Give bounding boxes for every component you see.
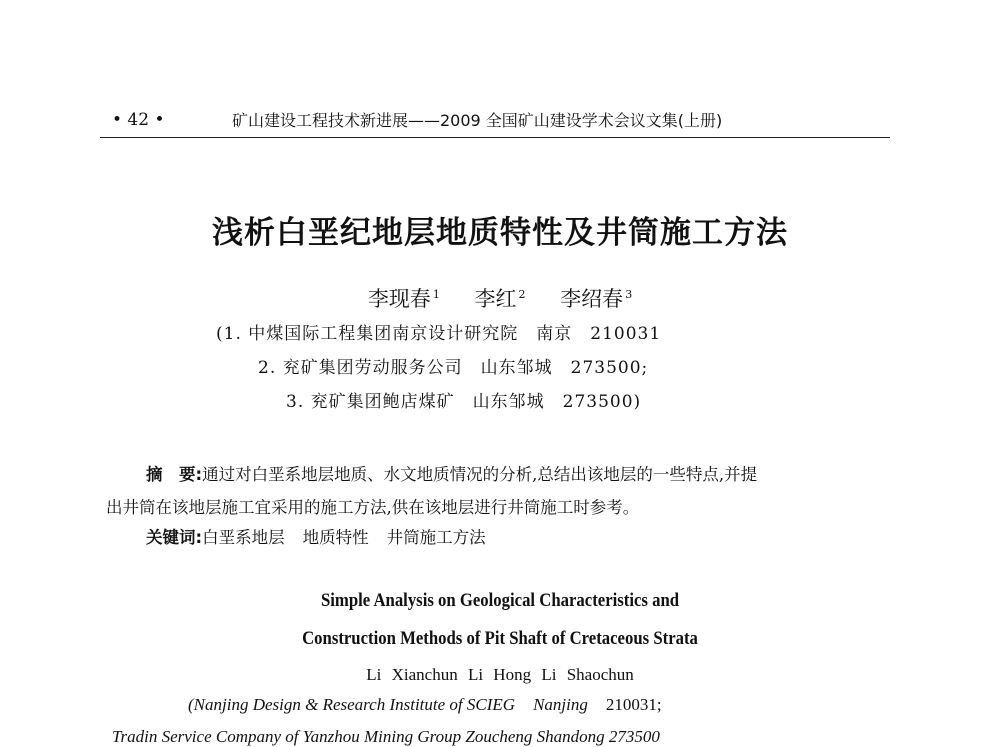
affiliation-en-2: Tradin Service Company of Yanzhou Mining Group Zoucheng Shandong 273500 bbox=[112, 727, 660, 746]
paper-title-en-line-1: Simple Analysis on Geological Characteristics and bbox=[320, 590, 680, 611]
author-sup: 2 bbox=[518, 288, 526, 301]
author-name: 李绍春 bbox=[560, 287, 624, 311]
header-rule bbox=[100, 137, 890, 138]
affiliation-org: 3. 兖矿集团鲍店煤矿 bbox=[286, 392, 455, 412]
author-name: 李现春 bbox=[367, 287, 431, 311]
keyword-3: 井筒施工方法 bbox=[386, 528, 486, 547]
abstract-cn bbox=[106, 458, 890, 524]
affiliation-en-code: 210031; bbox=[605, 695, 662, 714]
affiliation-3 bbox=[286, 387, 641, 412]
author-2 bbox=[475, 287, 526, 311]
author-1 bbox=[368, 287, 440, 311]
abstract-label: 摘 要: bbox=[146, 465, 203, 484]
abstract-line-1 bbox=[106, 458, 890, 491]
affiliation-2 bbox=[258, 353, 648, 378]
affiliation-en-city: Nanjing bbox=[533, 695, 588, 714]
page-number: • 42 • bbox=[112, 110, 165, 130]
author-3 bbox=[560, 287, 632, 311]
affiliation-city: 南京 bbox=[536, 324, 573, 344]
affiliation-1 bbox=[216, 319, 661, 344]
affiliation-city: 山东邹城 bbox=[472, 392, 545, 412]
authors-cn bbox=[0, 283, 1000, 313]
affiliation-org: 2. 兖矿集团劳动服务公司 bbox=[258, 358, 463, 378]
affiliation-en-1 bbox=[188, 695, 662, 715]
affiliation-code: 210031 bbox=[590, 324, 662, 344]
running-head: 矿山建设工程技术新进展——2009 全国矿山建设学术会议文集(上册) bbox=[232, 111, 723, 130]
author-sup: 1 bbox=[432, 288, 440, 301]
keyword-2: 地质特性 bbox=[302, 528, 369, 547]
paper-title-cn: 浅析白垩纪地层地质特性及井筒施工方法 bbox=[212, 215, 788, 251]
affiliation-city: 山东邹城 bbox=[480, 358, 553, 378]
affiliation-code: 273500; bbox=[570, 358, 649, 378]
affiliation-en-org: (Nanjing Design & Research Institute of SCIEG bbox=[188, 695, 516, 714]
paper-title-en-line-2: Construction Methods of Pit Shaft of Cretaceous Strata bbox=[302, 628, 698, 649]
abstract-line-2: 出井筒在该地层施工宜采用的施工方法,供在该地层进行井筒施工时参考。 bbox=[106, 498, 640, 517]
authors-en: Li Xianchun Li Hong Li Shaochun bbox=[366, 665, 634, 684]
affiliation-org: (1. 中煤国际工程集团南京设计研究院 bbox=[216, 324, 519, 344]
author-name: 李红 bbox=[474, 287, 517, 311]
keyword-1: 白垩系地层 bbox=[202, 528, 285, 547]
abstract-text-1: 通过对白垩系地层地质、水文地质情况的分析,总结出该地层的一些特点,并提 bbox=[202, 465, 758, 484]
keywords-label: 关键词: bbox=[146, 528, 203, 547]
keywords-cn bbox=[146, 524, 486, 548]
author-sup: 3 bbox=[625, 288, 633, 301]
affiliation-code: 273500) bbox=[562, 392, 642, 412]
